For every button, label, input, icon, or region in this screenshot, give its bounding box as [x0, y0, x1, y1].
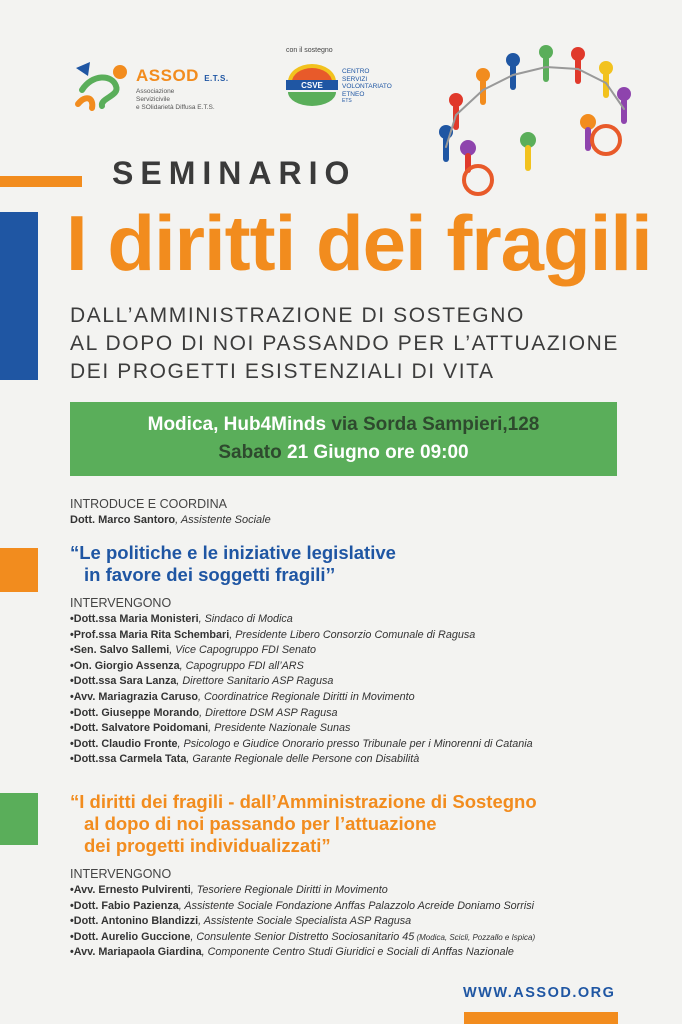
list-item: • Avv. Ernesto Pulvirenti, Tesoriere Regionale Diritti in Movimento — [70, 883, 535, 899]
list-item: • Avv. Mariapaola Giardina, Componente Centro Studi Giuridici e Sociali di Anffas Nazionale — [70, 945, 535, 961]
csve-subtitle: CENTRO SERVIZI VOLONTARIATO ETNEO ETS — [342, 68, 392, 104]
list-item: • On. Giorgio Assenza, Capogruppo FDI all’ARS — [70, 659, 533, 675]
list-item: • Dott. Aurelio Guccione, Consulente Senior Distretto Sociosanitario 45 (Modica, Scicli, Pozzallo e Ispica) — [70, 930, 535, 946]
list-item: • Dott.ssa Carmela Tata, Garante Regionale delle Persone con Disabilità — [70, 752, 533, 768]
assod-subtitle: Associazione Servizicivile e SOlidarietà Diffusa E.T.S. — [136, 88, 215, 111]
csve-logo-icon — [284, 62, 340, 106]
list-item: • Dott. Claudio Fronte, Psicologo e Giudice Onorario presso Tribunale per i Minorenni di Catania — [70, 737, 533, 753]
decorative-bar-blue — [0, 212, 38, 380]
assod-logo-icon — [72, 60, 132, 115]
list-item: • Dott.ssa Maria Monisteri, Sindaco di Modica — [70, 612, 533, 628]
list-item: • Dott. Fabio Pazienza, Assistente Sociale Fondazione Anffas Palazzolo Acreide Doniamo Sorrisi — [70, 899, 535, 915]
event-date: 21 Giugno ore 09:00 — [287, 442, 469, 463]
website-link[interactable]: WWW.ASSOD.ORG — [463, 985, 616, 1001]
list-item: • Dott. Salvatore Poidomani, Presidente Nazionale Sunas — [70, 721, 533, 737]
session1-speakers — [70, 612, 533, 768]
sostegno-label: con il sostegno — [286, 47, 333, 54]
event-info-box — [70, 402, 617, 476]
event-venue: Modica, Hub4Minds — [147, 414, 327, 435]
event-address: via Sorda Sampieri,128 — [331, 414, 540, 435]
seminario-heading: SEMINARIO — [112, 155, 357, 191]
subtitle-line: DEI PROGETTI ESISTENZIALI DI VITA — [70, 360, 495, 383]
session2-label: INTERVENGONO — [70, 867, 172, 881]
session2-title: “I diritti dei fragili - dall’Amministrazione di Sostegno al dopo di noi passando per l’attuazione dei progetti individualizzati” — [70, 791, 537, 856]
list-item: • Dott. Antonino Blandizzi, Assistente Sociale Specialista ASP Ragusa — [70, 914, 535, 930]
csve-logo-text: CSVE — [301, 81, 323, 90]
decorative-bar-green — [0, 793, 38, 845]
decorative-bar-orange-mid — [0, 548, 38, 592]
decorative-bar-orange-bottom — [464, 1012, 618, 1024]
list-item: • Dott.ssa Sara Lanza, Direttore Sanitario ASP Ragusa — [70, 674, 533, 690]
page-title: I diritti dei fragili — [66, 199, 652, 287]
intro-label: INTRODUCE E COORDINA — [70, 497, 227, 511]
session1-title: “Le politiche e le iniziative legislative in favore dei soggetti fragili’’ — [70, 542, 396, 585]
list-item: • Prof.ssa Maria Rita Schembari, Presidente Libero Consorzio Comunale di Ragusa — [70, 628, 533, 644]
session2-speakers — [70, 883, 535, 961]
subtitle — [70, 302, 619, 386]
subtitle-line: DALL’AMMINISTRAZIONE DI SOSTEGNO — [70, 304, 525, 327]
subtitle-line: AL DOPO DI NOI PASSANDO PER L’ATTUAZIONE — [70, 332, 620, 355]
assod-ets: E.T.S. — [204, 74, 229, 83]
assod-name: ASSOD E.T.S. — [136, 66, 229, 85]
session1-label: INTERVENGONO — [70, 596, 172, 610]
decorative-bar-orange-top — [0, 176, 82, 187]
list-item: • Sen. Salvo Sallemi, Vice Capogruppo FDI Senato — [70, 643, 533, 659]
event-day: Sabato — [218, 442, 282, 463]
people-ring-illustration-icon — [428, 30, 638, 200]
intro-speaker: Dott. Marco Santoro, Assistente Sociale — [70, 514, 271, 526]
list-item: • Avv. Mariagrazia Caruso, Coordinatrice Regionale Diritti in Movimento — [70, 690, 533, 706]
list-item: • Dott. Giuseppe Morando, Direttore DSM ASP Ragusa — [70, 706, 533, 722]
